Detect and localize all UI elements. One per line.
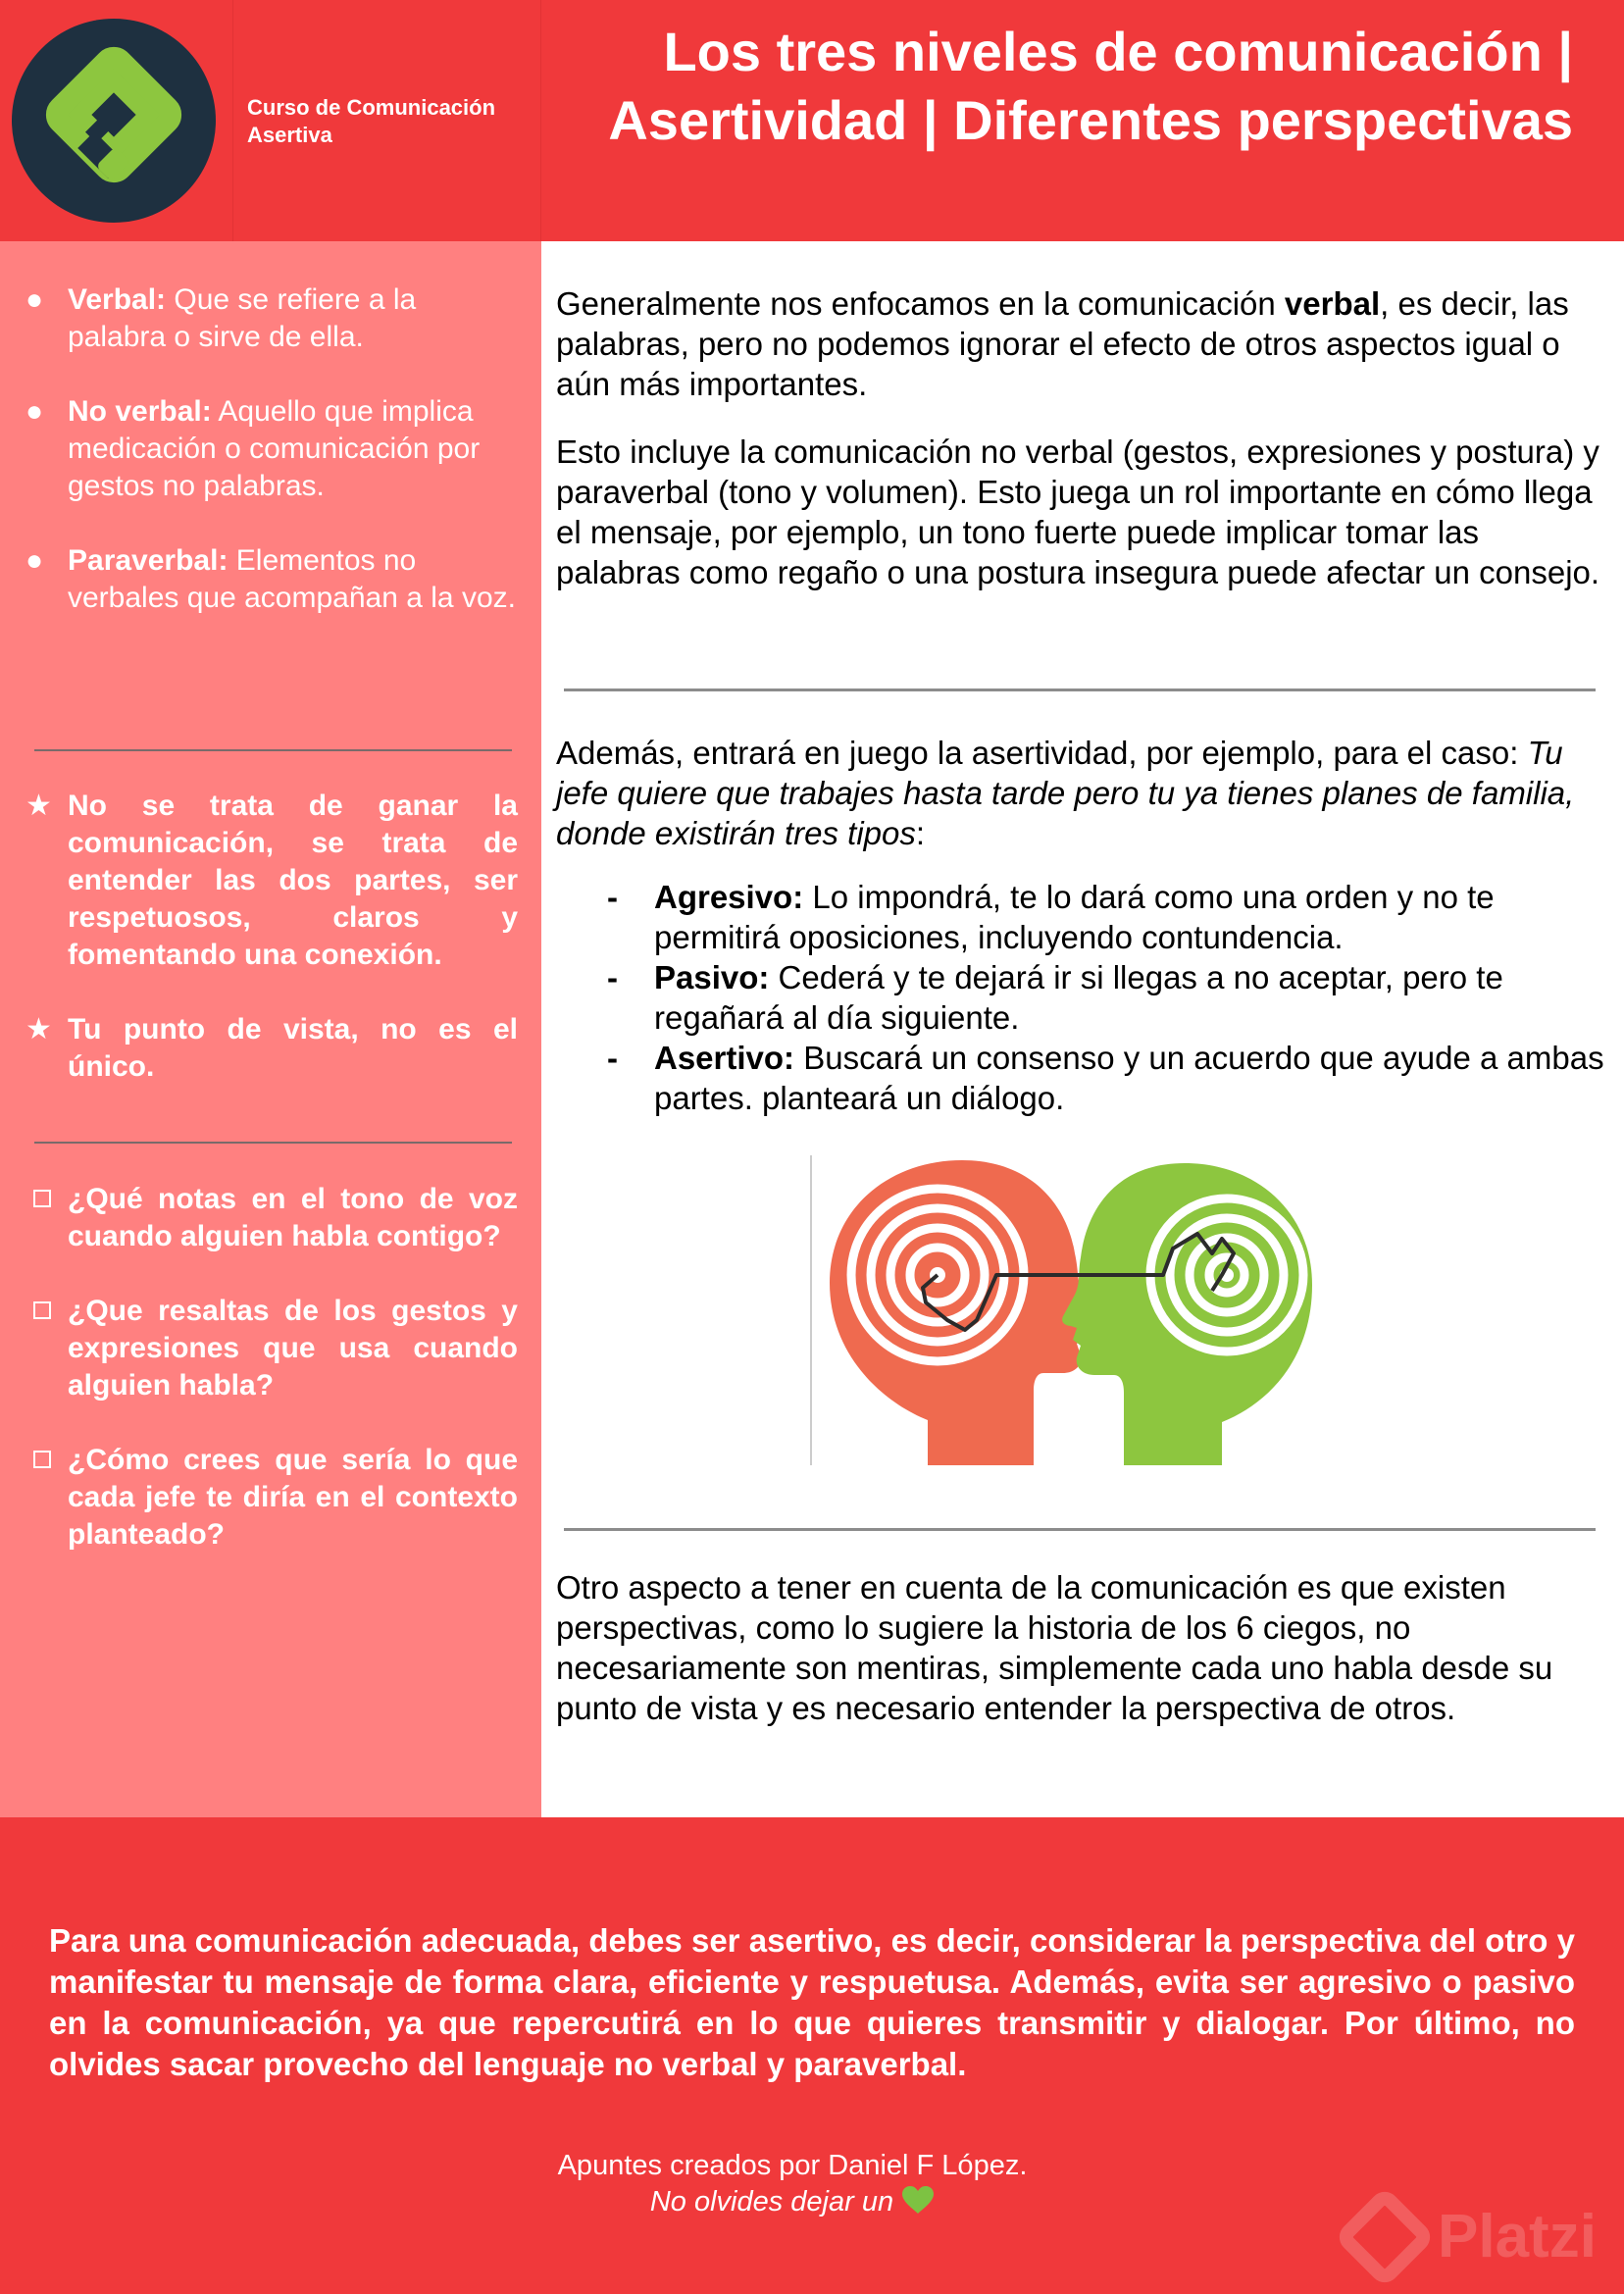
dash-bullet: -	[607, 879, 618, 915]
bullet-icon: ●	[25, 395, 44, 428]
assertiveness-text: Además, entrará en juego la asertividad, por ejemplo, para el caso:	[556, 735, 1528, 771]
question-item	[0, 1442, 541, 1554]
platzi-logo-icon	[1336, 2188, 1434, 2286]
course-logo-icon	[12, 19, 216, 223]
green-heart-icon	[901, 2185, 935, 2215]
principles-list	[0, 788, 541, 1123]
logo-cell	[0, 0, 233, 241]
sidebar	[0, 241, 541, 1817]
intro-text-end: , es decir, las palabras, pero no podemos ignorar el efecto de otros aspectos igual o aún más importantes.	[556, 285, 1569, 402]
nonverbal-paragraph: Esto incluye la comunicación no verbal (gestos, expresiones y postura) y paraverbal (tono y volumen). Esto juega un rol importante en cómo llega el mensaje, por ejemplo, un tono fuerte puede implicar tomar las palabras como regaño o una postura insegura puede afectar un consejo.	[556, 433, 1600, 590]
definition-text: Que se refiere a la palabra o sirve de ella.	[68, 283, 417, 353]
definition-term: No verbal:	[68, 395, 212, 428]
principle-text: No se trata de ganar la comunicación, se trata de entender las dos partes, ser respetuosos, claros y fomentando una conexión.	[68, 790, 518, 971]
type-item-pasivo	[556, 957, 1610, 1038]
intro-bold-term: verbal	[1284, 285, 1381, 322]
definition-text: Elementos no verbales que acompañan a la voz.	[68, 544, 516, 614]
question-text: ¿Cómo crees que sería lo que cada jefe te diría en el contexto planteado?	[68, 1444, 518, 1551]
page-title: Los tres niveles de comunicación | Asertividad | Diferentes perspectivas	[608, 21, 1573, 151]
dash-bullet: -	[607, 1040, 618, 1076]
star-icon: ★	[25, 790, 52, 822]
type-text: Lo impondrá, te lo dará como una orden y no te permitirá oposiciones, incluyendo contundencia.	[654, 879, 1495, 955]
checkbox-icon	[33, 1190, 51, 1207]
main-divider	[564, 1528, 1596, 1531]
definitions-list	[0, 281, 541, 654]
dash-bullet: -	[607, 959, 618, 995]
definition-item	[0, 281, 541, 356]
definition-text: Aquello que implica medicación o comunicación por gestos no palabras.	[68, 395, 481, 502]
two-heads-maze-illustration	[810, 1155, 1340, 1465]
intro-paragraph	[556, 283, 1610, 404]
footer-banner	[0, 1817, 1624, 2294]
sidebar-divider	[34, 749, 512, 751]
intro-text: Generalmente nos enfocamos en la comunicación	[556, 285, 1285, 322]
principle-item	[0, 788, 541, 974]
course-cell	[233, 0, 541, 241]
type-text: Cederá y te dejará ir si llegas a no aceptar, pero te regañará al día siguiente.	[654, 959, 1503, 1036]
assertiveness-paragraph	[556, 733, 1610, 853]
header-banner	[0, 0, 1624, 241]
conclusion-text: Para una comunicación adecuada, debes ser asertivo, es decir, considerar la perspectiva del otro y manifestar tu mensaje de forma clara, eficiente y respuetusa. Además, evita ser agresivo o pasivo en la comunicación, ya que repercutirá en lo que quieres transmitir y dialogar. Por último, no olvides sacar provecho del lenguaje no verbal y paraverbal.	[49, 1922, 1575, 2082]
type-item-asertivo	[556, 1038, 1610, 1118]
questions-list	[0, 1181, 541, 1591]
platzi-watermark	[1330, 2180, 1624, 2294]
author-credit: Apuntes creados por Daniel F López.	[557, 2150, 1028, 2181]
main-divider	[564, 688, 1596, 691]
watermark-text: Platzi	[1438, 2203, 1597, 2270]
course-name: Curso de Comunicación Asertiva	[247, 95, 496, 147]
definition-term: Verbal:	[68, 283, 167, 316]
type-item-agresivo	[556, 877, 1610, 957]
question-item	[0, 1181, 541, 1255]
course-logo	[12, 19, 216, 223]
principle-text: Tu punto de vista, no es el único.	[68, 1013, 518, 1083]
communication-types-list	[556, 877, 1610, 1118]
type-name: Asertivo:	[654, 1040, 795, 1076]
star-icon: ★	[25, 1013, 52, 1045]
definition-item	[0, 393, 541, 505]
checkbox-icon	[33, 1301, 51, 1319]
reminder-text: No olvides dejar un	[649, 2186, 902, 2218]
principle-item	[0, 1011, 541, 1086]
definition-item	[0, 542, 541, 617]
question-text: ¿Que resaltas de los gestos y expresiones que usa cuando alguien habla?	[68, 1295, 518, 1402]
type-name: Agresivo:	[654, 879, 804, 915]
checkbox-icon	[33, 1451, 51, 1468]
assertiveness-colon: :	[915, 815, 926, 851]
type-text: Buscará un consenso y un acuerdo que ayude a ambas partes. planteará un diálogo.	[654, 1040, 1604, 1116]
type-name: Pasivo:	[654, 959, 770, 995]
perspectives-paragraph: Otro aspecto a tener en cuenta de la comunicación es que existen perspectivas, como lo sugiere la historia de los 6 ciegos, no necesariamente son mentiras, simplemente cada uno habla desde su punto de vista y es necesario entender la perspectiva de otros.	[556, 1569, 1553, 1726]
assertiveness-example: Tu jefe quiere que trabajes hasta tarde pero tu ya tienes planes de familia, donde existirán tres tipos	[556, 735, 1575, 851]
sidebar-divider	[34, 1142, 512, 1144]
main-content	[541, 241, 1624, 1817]
definition-term: Paraverbal:	[68, 544, 228, 577]
question-text: ¿Qué notas en el tono de voz cuando alguien habla contigo?	[68, 1183, 518, 1252]
bullet-icon: ●	[25, 283, 44, 316]
bullet-icon: ●	[25, 544, 44, 577]
question-item	[0, 1293, 541, 1404]
